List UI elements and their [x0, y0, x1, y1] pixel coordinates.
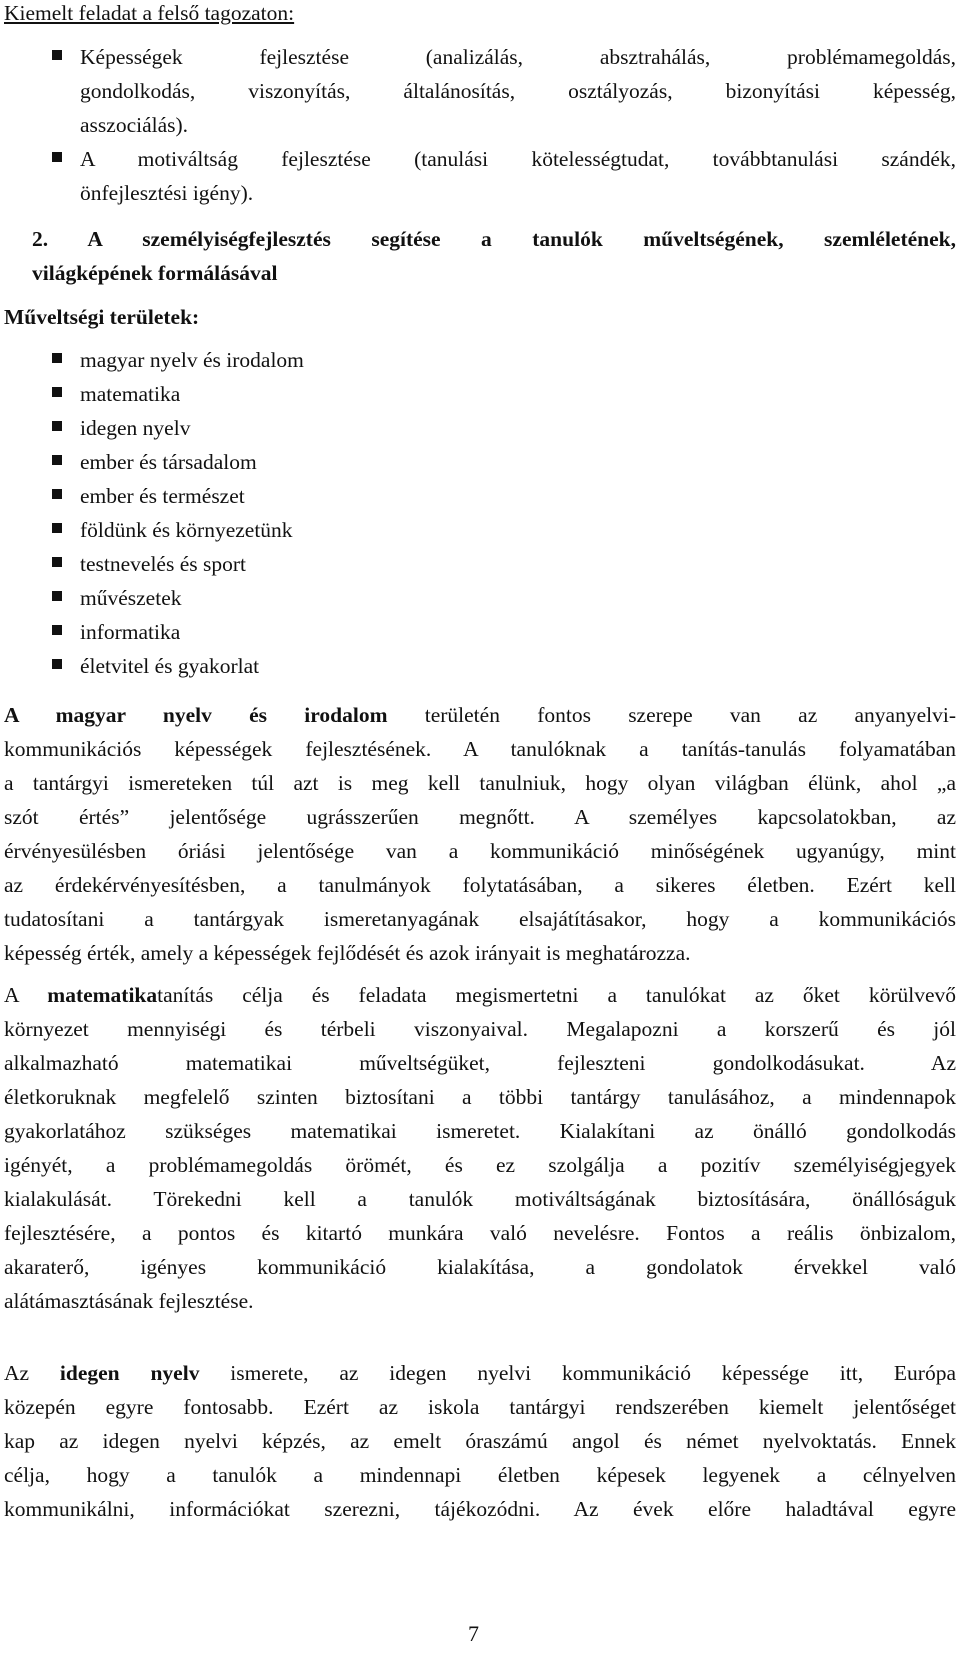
- text-line: kommunikálni, információkat szerezni, tájékozódni. Az évek előre haladtával egyre: [4, 1497, 956, 1521]
- paragraph-matematika: [4, 978, 956, 1318]
- text-line: gyakorlatához szükséges matematikai ismeretet. Kialakítani az önálló gondolkodás: [4, 1119, 956, 1143]
- text-line: asszociálás).: [80, 113, 189, 137]
- text-line: A motiváltság fejlesztése (tanulási kötelességtudat, továbbtanulási szándék,: [80, 147, 956, 171]
- bullet-icon: [52, 152, 62, 162]
- areas-title: Műveltségi területek:: [4, 305, 200, 329]
- text-line: Képességek fejlesztése (analizálás, absztrahálás, problémamegoldás,: [80, 45, 956, 69]
- bold-lead: A magyar nyelv és irodalom: [4, 703, 388, 727]
- bullet-icon: [52, 455, 62, 465]
- intro-bullet-2: [80, 142, 956, 210]
- text-run: Az: [4, 1361, 60, 1385]
- list-item: földünk és környezetünk: [80, 518, 293, 542]
- list-item: művészetek: [80, 586, 182, 610]
- bullet-icon: [52, 557, 62, 567]
- text-line: [4, 978, 956, 1012]
- bullet-icon: [52, 421, 62, 431]
- bullet-icon: [52, 523, 62, 533]
- list-item: informatika: [80, 620, 181, 644]
- list-item: ember és társadalom: [80, 450, 257, 474]
- text-line: kommunikációs képességek fejlesztésének. A tanulóknak a tanítás-tanulás folyamatában: [4, 737, 956, 761]
- section-heading: [32, 222, 956, 256]
- list-item: életvitel és gyakorlat: [80, 654, 260, 678]
- paragraph-idegen-nyelv: [4, 1356, 956, 1526]
- text-line: fejlesztésére, a pontos és kitartó munkára való nevelésre. Fontos a reális önbizalom,: [4, 1221, 956, 1245]
- bullet-icon: [52, 659, 62, 669]
- text-run: területén fontos szerepe van az anyanyelvi-: [387, 703, 956, 727]
- text-run: A: [4, 983, 48, 1007]
- text-line: kialakulását. Törekedni kell a tanulók motiváltságának biztosítására, önállóságuk: [4, 1187, 956, 1211]
- bullet-icon: [52, 353, 62, 363]
- text-line: [4, 698, 956, 732]
- list-item: testnevelés és sport: [80, 552, 246, 576]
- text-line: igényét, a problémamegoldás örömét, és ez szolgálja a pozitív személyiségjegyek: [4, 1153, 956, 1177]
- text-line: alátámasztásának fejlesztése.: [4, 1289, 254, 1313]
- text-line: kap az idegen nyelvi képzés, az emelt óraszámú angol és német nyelvoktatás. Ennek: [4, 1429, 956, 1453]
- text-line: akaraterő, igényes kommunikáció kialakítása, a gondolatok érvekkel való: [4, 1255, 956, 1279]
- page-number: 7: [468, 1621, 479, 1646]
- bold-lead: matematika: [47, 983, 158, 1007]
- text-line: a tantárgyi ismereteken túl azt is meg kell tanulniuk, hogy olyan világban élünk, ahol „a: [4, 771, 956, 795]
- bullet-icon: [52, 50, 62, 60]
- section-title-line1: A személyiségfejlesztés segítése a tanulók műveltségének, szemléletének,: [87, 227, 956, 251]
- text-line: közepén egyre fontosabb. Ezért az iskola tantárgyi rendszerében kiemelt jelentőséget: [4, 1395, 956, 1419]
- text-line: képesség érték, amely a képességek fejlődését és azok irányait is meghatározza.: [4, 941, 691, 965]
- text-line: tudatosítani a tantárgyak ismeretanyagának elsajátításakor, hogy a kommunikációs: [4, 907, 956, 931]
- text-line: az érdekérvényesítésben, a tanulmányok folytatásában, a sikeres életben. Ezért kell: [4, 873, 956, 897]
- text-line: önfejlesztési igény).: [80, 181, 254, 205]
- section-number: 2.: [32, 227, 49, 251]
- section-title-line2: világképének formálásával: [32, 261, 278, 285]
- list-item: ember és természet: [80, 484, 245, 508]
- list-item: magyar nyelv és irodalom: [80, 348, 304, 372]
- text-run: tanítás célja és feladata megismertetni a tanulókat az őket körülvevő: [157, 983, 956, 1007]
- paragraph-magyar: [4, 698, 956, 970]
- bold-lead: idegen nyelv: [59, 1361, 200, 1385]
- text-line: környezet mennyiségi és térbeli viszonyaival. Megalapozni a korszerű és jól: [4, 1017, 956, 1041]
- text-run: ismerete, az idegen nyelvi kommunikáció képessége itt, Európa: [199, 1361, 956, 1385]
- top-heading: Kiemelt feladat a felső tagozaton:: [4, 1, 295, 25]
- list-item: idegen nyelv: [80, 416, 191, 440]
- intro-bullet-1: [80, 40, 956, 142]
- text-line: alkalmazható matematikai műveltségüket, fejleszteni gondolkodásukat. Az: [4, 1051, 956, 1075]
- text-line: érvényesülésben óriási jelentősége van a kommunikáció minőségének ugyanúgy, mint: [4, 839, 956, 863]
- text-line: gondolkodás, viszonyítás, általánosítás, osztályozás, bizonyítási képesség,: [80, 79, 956, 103]
- bullet-icon: [52, 489, 62, 499]
- section-heading-cont: [32, 256, 956, 290]
- heading-line-1: [32, 222, 956, 256]
- bullet-icon: [52, 625, 62, 635]
- bullet-icon: [52, 387, 62, 397]
- list-item: matematika: [80, 382, 181, 406]
- text-line: életkoruknak megfelelő szinten biztosítani a többi tantárgy tanulásához, a mindennapok: [4, 1085, 956, 1109]
- bullet-icon: [52, 591, 62, 601]
- text-line: [4, 1356, 956, 1390]
- text-line: szót értés” jelentősége ugrásszerűen megnőtt. A személyes kapcsolatokban, az: [4, 805, 956, 829]
- text-line: célja, hogy a tanulók a mindennapi életben képesek legyenek a célnyelven: [4, 1463, 956, 1487]
